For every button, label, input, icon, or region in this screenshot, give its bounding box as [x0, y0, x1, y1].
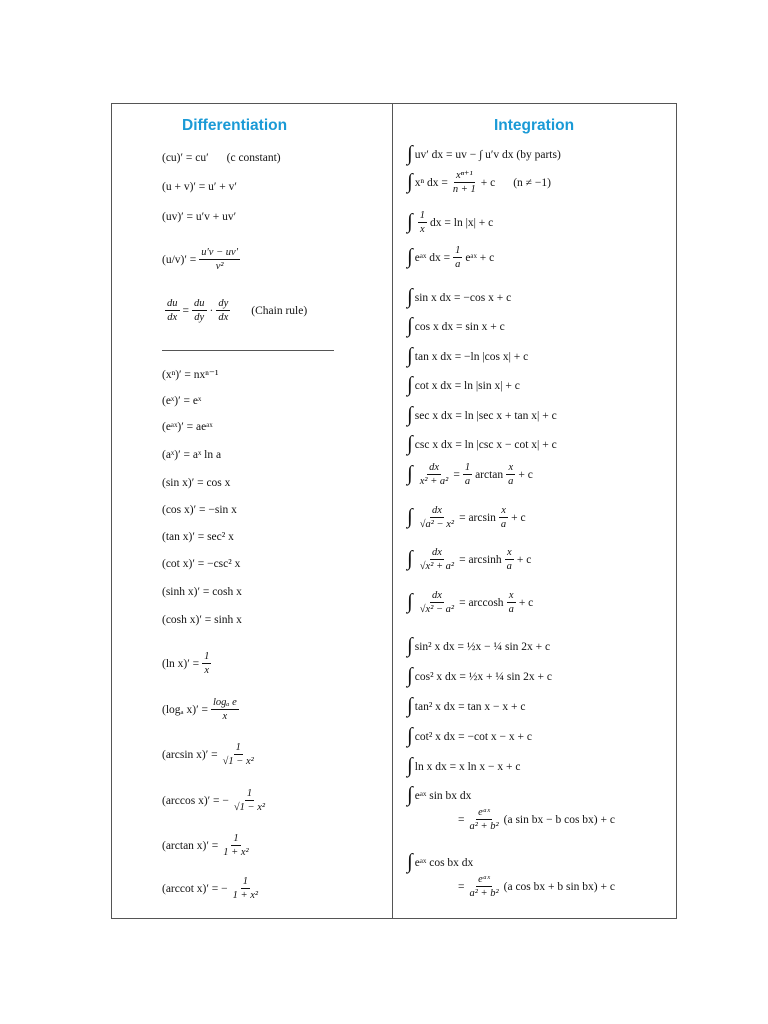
int-exp-sin-head: ∫ eᵃˣ sin bx dx — [407, 782, 472, 806]
diff-constant-rule — [162, 152, 281, 164]
integral-sign: ∫ — [407, 209, 413, 234]
fraction: $\frac{1}{\text{√1 − x²}}$ — [222, 742, 254, 768]
diff-ln-rule: (ln x)′ = $\frac{1}{x}$ — [162, 651, 210, 677]
int-arctan: ∫ $\frac{dx}{\text{x² + a²}}$ = $\frac{1}{a}$ arctan $\frac{x}{a}$ + c — [407, 461, 533, 488]
fraction: $\frac{\text{logₐ e}}{x}$ — [213, 697, 237, 723]
fraction: $\frac{dx}{\text{√x² + a²}}$ — [419, 547, 455, 573]
integral-sign: ∫ — [407, 169, 413, 194]
fraction: $\frac{x}{a}$ — [508, 462, 514, 488]
diff-quotient-rule — [162, 247, 243, 272]
int-sec: ∫ sec x dx = ln |sec x + tan x| + c — [407, 402, 557, 426]
diff-exp-rule: (eˣ)′ = eˣ — [162, 395, 202, 407]
int-csc: ∫ csc x dx = ln |csc x − cot x| + c — [407, 431, 557, 455]
integral-sign: ∫ — [407, 402, 413, 426]
int-exp-sin-result: = $\frac{\text{eᵃˣ}}{\text{a² + b²}}$ (a sin bx − b cos bx) + c — [458, 807, 615, 833]
fraction: $\frac{du}{dy}$ — [194, 298, 205, 324]
int-ln: ∫ ln x dx = x ln x − x + c — [407, 753, 521, 777]
integral-sign: ∫ — [407, 284, 413, 308]
integral-sign: ∫ — [407, 431, 413, 455]
diff-arccot-rule: (arccot x)′ = − $\frac{1}{\text{1 + x²}}$ — [162, 876, 259, 902]
differentiation-heading: Differentiation — [182, 117, 288, 134]
diff-cos-rule: (cos x)′ = −sin x — [162, 504, 237, 516]
section-rule — [162, 350, 334, 351]
integral-sign: ∫ — [407, 372, 413, 396]
fraction: $\frac{1}{a}$ — [455, 245, 461, 271]
fraction: $\frac{x}{a}$ — [508, 590, 514, 616]
diff-cosh-rule: (cosh x)′ = sinh x — [162, 614, 242, 626]
integral-sign: ∫ — [407, 504, 413, 529]
int-cos-squared: ∫ cos² x dx = ½x + ¼ sin 2x + c — [407, 663, 553, 687]
fraction: $\frac{dy}{dx}$ — [218, 298, 229, 324]
int-power-rule: ∫ xⁿ dx = $\frac{\text{xⁿ⁺¹}}{n + 1}$ + c (n ≠ −1) — [407, 169, 551, 196]
diff-a-pow-x-rule: (aˣ)′ = aˣ ln a — [162, 449, 222, 461]
integration-heading: Integration — [494, 117, 575, 134]
integral-sign: ∫ — [407, 313, 413, 337]
formula-note: (Chain rule) — [251, 304, 308, 317]
fraction: $\frac{\text{eᵃˣ}}{\text{a² + b²}}$ — [469, 874, 499, 900]
integral-sign: ∫ — [407, 343, 413, 367]
fraction: $\frac{dx}{\text{√x² − a²}}$ — [419, 590, 455, 616]
fraction: $\frac{x}{a}$ — [506, 547, 512, 573]
diff-exp-ax-rule: (eᵃˣ)′ = aeᵃˣ — [162, 421, 213, 433]
formula-text: (cu)′ = cu′ — [162, 152, 209, 164]
integral-sign: ∫ — [407, 663, 413, 687]
integral-sign: ∫ — [407, 849, 413, 873]
int-tan: ∫ tan x dx = −ln |cos x| + c — [407, 343, 529, 367]
integral-sign: ∫ — [407, 782, 413, 806]
diff-arcsin-rule: (arcsin x)′ = $\frac{1}{\text{√1 − x²}}$ — [162, 742, 254, 768]
int-reciprocal: ∫ $\frac{1}{x}$ dx = ln |x| + c — [407, 209, 494, 236]
fraction: $\frac{1}{a}$ — [464, 462, 471, 488]
int-arcsinh: ∫ $\frac{dx}{\text{√x² + a²}}$ = arcsinh $\frac{x}{a}$ + c — [407, 546, 532, 573]
fraction: $\frac{1}{x}$ — [204, 651, 210, 677]
int-arccosh: ∫ $\frac{dx}{\text{√x² − a²}}$ = arccosh $\frac{x}{a}$ + c — [407, 589, 534, 616]
diff-sinh-rule: (sinh x)′ = cosh x — [162, 586, 242, 598]
integral-sign: ∫ — [407, 244, 413, 269]
int-tan-squared: ∫ tan² x dx = tan x − x + c — [407, 693, 526, 717]
int-cot-squared: ∫ cot² x dx = −cot x − x + c — [407, 723, 532, 747]
diff-arctan-rule: (arctan x)′ = $\frac{1}{\text{1 + x²}}$ — [162, 833, 249, 859]
diff-chain-rule: $\frac{du}{dx}$ = $\frac{du}{dy}$ · $\frac{dy}{dx}$ (Chain rule) — [167, 298, 308, 324]
int-exp-cos-result: = $\frac{\text{eᵃˣ}}{\text{a² + b²}}$ (a cos bx + b sin bx) + c — [458, 874, 615, 900]
int-sin: ∫ sin x dx = −cos x + c — [407, 284, 512, 308]
integral-sign: ∫ — [407, 461, 413, 486]
fraction: $\frac{dx}{\text{√a² − x²}}$ — [419, 505, 455, 531]
column-divider — [392, 103, 393, 919]
diff-power-rule: (xⁿ)′ = nxⁿ⁻¹ — [162, 369, 219, 381]
integral-sign: ∫ — [407, 693, 413, 717]
int-arcsin: ∫ $\frac{dx}{\text{√a² − x²}}$ = arcsin $\frac{x}{a}$ + c — [407, 504, 526, 531]
fraction: $\frac{\text{xⁿ⁺¹}}{n + 1}$ — [452, 170, 476, 196]
fraction: $\frac{du}{dx}$ — [167, 298, 178, 324]
fraction: $\frac{\text{eᵃˣ}}{\text{a² + b²}}$ — [469, 807, 499, 833]
int-exp-ax: ∫ eᵃˣ dx = $\frac{1}{a}$ eᵃˣ + c — [407, 244, 495, 271]
formula-text: (u/v)′ = — [162, 253, 197, 266]
fraction: $\frac{1}{\text{√1 − x²}}$ — [233, 788, 266, 814]
fraction: $\frac{dx}{\text{x² + a²}}$ — [419, 462, 449, 488]
integral-sign: ∫ — [407, 141, 413, 165]
diff-log-rule: (logₐ x)′ = $\frac{\text{logₐ e}}{x}$ — [162, 697, 237, 723]
fraction: $\frac{1}{x}$ — [419, 210, 426, 236]
integral-sign: ∫ — [407, 723, 413, 747]
diff-cot-rule: (cot x)′ = −csc² x — [162, 558, 241, 570]
formula-note: (c constant) — [226, 152, 281, 164]
fraction: $\frac{1}{\text{1 + x²}}$ — [232, 876, 259, 902]
diff-sin-rule: (sin x)′ = cos x — [162, 477, 231, 489]
fraction: $\frac{1}{\text{1 + x²}}$ — [223, 833, 249, 859]
integral-sign: ∫ — [407, 589, 413, 614]
int-cot: ∫ cot x dx = ln |sin x| + c — [407, 372, 520, 396]
integral-sign: ∫ — [407, 633, 413, 657]
int-exp-cos-head: ∫ eᵃˣ cos bx dx — [407, 849, 474, 873]
fraction: $\frac{u'v - uv'}{\text{v²}}$ — [201, 247, 238, 273]
diff-tan-rule: (tan x)′ = sec² x — [162, 531, 234, 543]
int-sin-squared: ∫ sin² x dx = ½x − ¼ sin 2x + c — [407, 633, 551, 657]
int-by-parts: ∫ uv′ dx = uv − ∫ u′v dx (by parts) — [407, 141, 561, 165]
fraction: $\frac{x}{a}$ — [500, 505, 507, 531]
integral-sign: ∫ — [407, 546, 413, 571]
int-cos: ∫ cos x dx = sin x + c — [407, 313, 505, 337]
diff-arccos-rule: (arccos x)′ = − $\frac{1}{\text{√1 − x²}}$ — [162, 788, 266, 814]
integral-sign: ∫ — [407, 753, 413, 777]
diff-sum-rule: (u + v)′ = u′ + v′ — [162, 181, 237, 193]
diff-product-rule: (uv)′ = u′v + uv′ — [162, 211, 237, 223]
